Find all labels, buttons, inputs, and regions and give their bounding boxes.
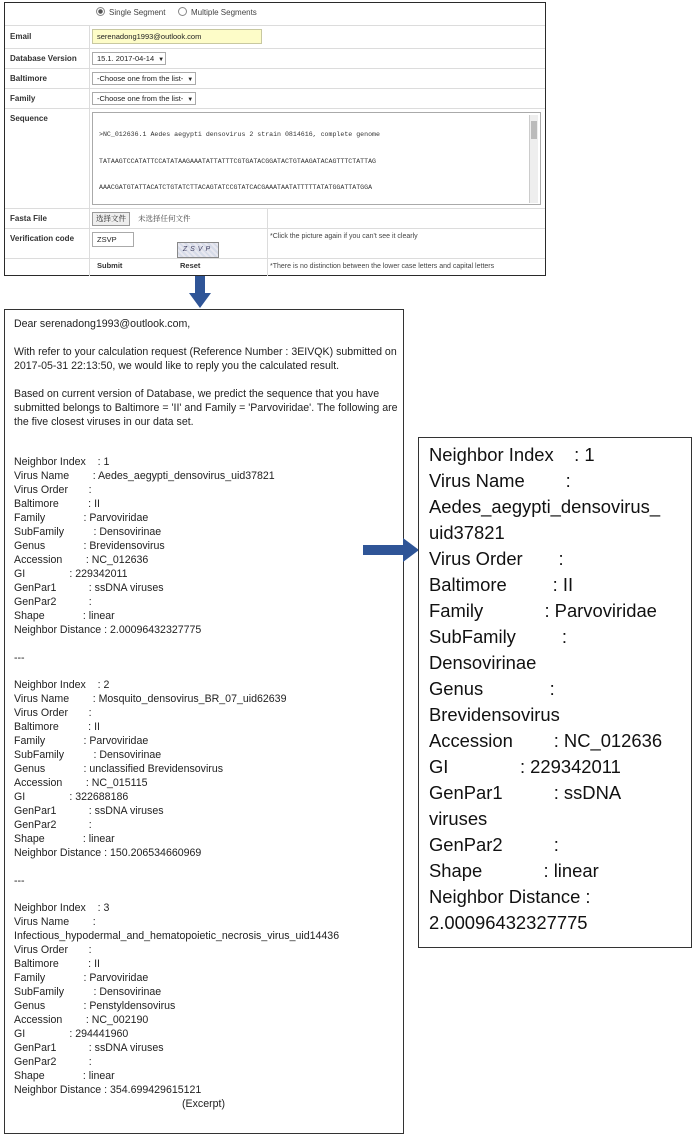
neighbor-3-name: Virus Name : [14, 916, 96, 928]
zoom-line: GenPar2 : [429, 834, 559, 855]
fasta-label: Fasta File [10, 214, 47, 223]
divider [267, 229, 268, 259]
down-arrow-icon [189, 276, 211, 308]
zoom-line: Brevidensovirus [429, 704, 560, 725]
neighbor-1-gi: GI : 229342011 [14, 568, 128, 580]
neighbor-1-distance: Neighbor Distance : 2.00096432327775 [14, 624, 202, 636]
zoom-line: GenPar1 : ssDNA [429, 782, 622, 803]
zoom-line: Densovirinae [429, 652, 537, 673]
divider [89, 69, 90, 89]
neighbor-3-genpar2: GenPar2 : [14, 1056, 92, 1068]
family-label: Family [10, 94, 36, 103]
divider [89, 229, 90, 259]
family-select[interactable] [92, 92, 196, 105]
divider [267, 259, 268, 276]
email-paragraph-1: With refer to your calculation request (Reference Number : 3EIVQK) submitted on 2017-05-31 22:13:50, we would like to reply you the calculated result. [14, 346, 397, 372]
neighbor-2-order: Virus Order : [14, 707, 92, 719]
neighbor-1-accession: Accession : NC_012636 [14, 554, 149, 566]
case-hint: *There is no distinction between the lower case letters and capital letters [270, 263, 495, 270]
database-version-value: 15.1. 2017-04-14 [97, 54, 155, 63]
zoom-line: Virus Name : [429, 470, 571, 491]
neighbor-2-genpar2: GenPar2 : [14, 819, 92, 831]
zoomed-neighbor-panel [418, 437, 692, 948]
verification-label: Verification code [10, 234, 75, 243]
zoom-line: SubFamily : [429, 626, 567, 647]
segment-row [5, 3, 545, 25]
neighbor-3-index: Neighbor Index : 3 [14, 902, 110, 914]
neighbor-3-genpar1: GenPar1 : ssDNA viruses [14, 1042, 164, 1054]
neighbor-2-genpar1: GenPar1 : ssDNA viruses [14, 805, 164, 817]
family-row [5, 88, 545, 109]
email-greeting: Dear serenadong1993@outlook.com, [14, 318, 191, 330]
excerpt-note: (Excerpt) [182, 1098, 225, 1110]
buttons-row [5, 258, 545, 276]
single-segment-label: Single Segment [109, 8, 166, 17]
reset-button[interactable]: Reset [180, 261, 201, 270]
single-segment-option[interactable] [96, 7, 165, 17]
zoom-line: Baltimore : II [429, 574, 574, 595]
zoom-line: Neighbor Index : 1 [429, 444, 595, 465]
divider [267, 209, 268, 229]
baltimore-value: -Choose one from the list- [97, 74, 184, 83]
zoom-line: uid37821 [429, 522, 505, 543]
chevron-down-icon: ▼ [158, 57, 165, 63]
email-paragraph-2: Based on current version of Database, we predict the sequence that you have submitted belongs to Baltimore = 'II' and Family = 'Parvoviridae'. The following are the five closest viruses in our data set. [14, 388, 398, 428]
radio-unselected-icon[interactable] [178, 7, 187, 16]
zoom-line: Aedes_aegypti_densovirus_ [429, 496, 661, 517]
baltimore-select[interactable] [92, 72, 196, 85]
zoom-line: Virus Order : [429, 548, 564, 569]
neighbor-3-gi: GI : 294441960 [14, 1028, 129, 1040]
neighbor-3-name-continued: Infectious_hypodermal_and_hematopoietic_necrosis_virus_uid14436 [14, 930, 340, 942]
neighbor-2-baltimore: Baltimore : II [14, 721, 100, 733]
neighbor-2-name: Virus Name : Mosquito_densovirus_BR_07_uid62639 [14, 693, 287, 705]
no-file-text: 未选择任何文件 [138, 214, 191, 223]
zoom-line: GI : 229342011 [429, 756, 621, 777]
neighbor-1-family: Family : Parvoviridae [14, 512, 149, 524]
zoom-line: 2.00096432327775 [429, 912, 588, 933]
sequence-label: Sequence [10, 114, 48, 123]
sequence-scrollbar[interactable] [529, 115, 538, 203]
neighbor-2-shape: Shape : linear [14, 833, 115, 845]
neighbor-1-baltimore: Baltimore : II [14, 498, 100, 510]
neighbor-1-genus: Genus : Brevidensovirus [14, 540, 165, 552]
scrollbar-thumb[interactable] [531, 121, 537, 139]
neighbor-1-order: Virus Order : [14, 484, 92, 496]
divider [89, 259, 90, 276]
neighbor-3-genus: Genus : Penstyldensovirus [14, 1000, 176, 1012]
multiple-segments-label: Multiple Segments [191, 8, 257, 17]
multiple-segments-option[interactable] [178, 7, 257, 17]
zoom-line: Family : Parvoviridae [429, 600, 657, 621]
neighbor-2-accession: Accession : NC_015115 [14, 777, 148, 789]
neighbor-1-index: Neighbor Index : 1 [14, 456, 110, 468]
neighbor-2-family: Family : Parvoviridae [14, 735, 149, 747]
zoom-line: Neighbor Distance : [429, 886, 591, 907]
radio-selected-icon[interactable] [96, 7, 105, 16]
sequence-line: >NC_012636.1 Aedes aegypti densovirus 2 strain 0814616, complete genome [99, 131, 380, 139]
neighbor-2-subfamily: SubFamily : Densovirinae [14, 749, 162, 761]
neighbor-3-baltimore: Baltimore : II [14, 958, 100, 970]
chevron-down-icon: ▼ [187, 97, 194, 103]
zoom-line: Genus : [429, 678, 555, 699]
divider [89, 26, 90, 49]
divider [89, 209, 90, 229]
divider [89, 49, 90, 69]
neighbor-1-genpar2: GenPar2 : [14, 596, 92, 608]
sequence-line: TATAAGTCCATATTCCATATAAGAAATATTATTTCGTGATACGGATACTGTAAGATACAGTTTCTATTAG [99, 157, 376, 165]
sequence-row [5, 108, 545, 209]
chevron-down-icon: ▼ [187, 77, 194, 83]
neighbor-2-genus: Genus : unclassified Brevidensovirus [14, 763, 224, 775]
fasta-row [5, 208, 545, 229]
email-row [5, 25, 545, 49]
verification-row [5, 228, 545, 259]
neighbor-2-gi: GI : 322688186 [14, 791, 129, 803]
separator: --- [14, 875, 25, 887]
neighbor-3-order: Virus Order : [14, 944, 92, 956]
neighbor-1-shape: Shape : linear [14, 610, 115, 622]
neighbor-1-genpar1: GenPar1 : ssDNA viruses [14, 582, 164, 594]
baltimore-row [5, 68, 545, 89]
database-version-label: Database Version [10, 54, 77, 63]
database-version-row [5, 48, 545, 69]
neighbor-1-subfamily: SubFamily : Densovirinae [14, 526, 162, 538]
neighbor-3-distance: Neighbor Distance : 354.699429615121 [14, 1084, 202, 1096]
captcha-hint: *Click the picture again if you can't see it clearly [270, 233, 418, 240]
zoom-line: Accession : NC_012636 [429, 730, 663, 751]
neighbor-3-family: Family : Parvoviridae [14, 972, 149, 984]
neighbor-3-accession: Accession : NC_002190 [14, 1014, 149, 1026]
neighbor-1-name: Virus Name : Aedes_aegypti_densovirus_uid37821 [14, 470, 275, 482]
submission-form [4, 2, 546, 276]
divider [89, 89, 90, 109]
captcha-image[interactable]: ZSVP [177, 242, 219, 258]
divider [89, 109, 90, 209]
family-value: -Choose one from the list- [97, 94, 184, 103]
submit-button[interactable]: Submit [97, 261, 123, 270]
neighbor-3-subfamily: SubFamily : Densovirinae [14, 986, 162, 998]
email-reply-panel [4, 309, 404, 1134]
neighbor-3-shape: Shape : linear [14, 1070, 115, 1082]
zoom-line: Shape : linear [429, 860, 599, 881]
email-label: Email [10, 32, 32, 41]
baltimore-label: Baltimore [10, 74, 47, 83]
choose-file-button[interactable]: 选择文件 [92, 212, 130, 226]
sequence-line: AAACGATGTATTACATCTGTATCTTACAGTATCCGTATCACGAAATAATATTTTTATATGGATTATGGA [99, 183, 373, 191]
neighbor-2-distance: Neighbor Distance : 150.206534660969 [14, 847, 202, 859]
right-arrow-icon [363, 538, 419, 562]
zoom-line: viruses [429, 808, 488, 829]
sequence-textarea[interactable] [92, 112, 541, 205]
neighbor-2-index: Neighbor Index : 2 [14, 679, 110, 691]
database-version-select[interactable] [92, 52, 166, 65]
verification-input[interactable]: ZSVP [92, 232, 134, 247]
separator: --- [14, 652, 25, 664]
email-input[interactable]: serenadong1993@outlook.com [92, 29, 262, 44]
